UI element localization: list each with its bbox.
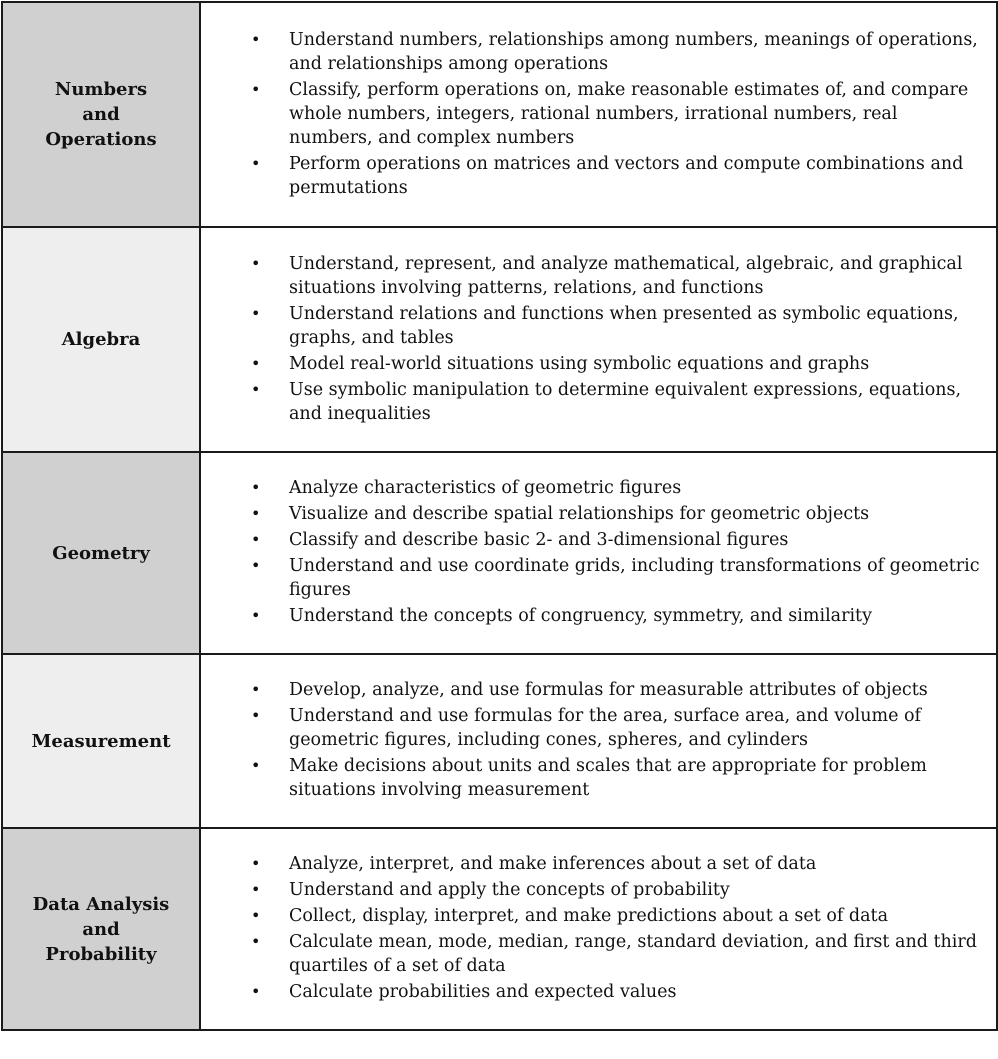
table-row bbox=[2, 654, 997, 828]
topic-label: Operations bbox=[45, 129, 157, 150]
list-item bbox=[251, 152, 982, 200]
bullet-icon: • bbox=[251, 303, 261, 323]
bullet-icon: • bbox=[251, 880, 261, 899]
topic-label: Geometry bbox=[52, 542, 150, 564]
skills-cell bbox=[200, 828, 997, 1030]
skills-cell bbox=[200, 452, 997, 654]
table-row bbox=[2, 227, 997, 452]
list-item bbox=[251, 904, 982, 928]
topic-cell bbox=[2, 452, 200, 654]
bullet-icon: • bbox=[251, 29, 261, 49]
bullet-icon: • bbox=[251, 706, 261, 725]
list-item bbox=[251, 28, 982, 76]
list-item bbox=[251, 754, 982, 802]
skills-list bbox=[201, 852, 996, 1004]
skills-cell bbox=[200, 654, 997, 828]
topic-cell bbox=[2, 828, 200, 1030]
bullet-icon: • bbox=[251, 606, 261, 625]
bullet-icon: • bbox=[251, 79, 261, 99]
topic-label: Measurement bbox=[31, 730, 171, 752]
skill-text: Calculate probabilities and expected values bbox=[289, 982, 677, 1002]
math-standards-table bbox=[1, 1, 998, 1031]
skill-text: Calculate mean, mode, median, range, standard deviation, and first and third quartiles of a set of data bbox=[289, 932, 977, 976]
list-item bbox=[251, 78, 982, 150]
skills-list bbox=[201, 476, 996, 628]
bullet-icon: • bbox=[251, 906, 261, 925]
bullet-icon: • bbox=[251, 353, 261, 373]
skill-text: Use symbolic manipulation to determine equivalent expressions, equations, and inequalities bbox=[289, 379, 962, 424]
skill-text: Analyze characteristics of geometric figures bbox=[289, 478, 682, 498]
skill-text: Visualize and describe spatial relationships for geometric objects bbox=[289, 504, 870, 524]
bullet-icon: • bbox=[251, 504, 261, 523]
skill-text: Perform operations on matrices and vectors and compute combinations and permutations bbox=[289, 153, 964, 198]
skill-text: Understand, represent, and analyze mathematical, algebraic, and graphical situations involving patterns, relations, and functions bbox=[289, 253, 963, 298]
list-item bbox=[251, 704, 982, 752]
list-item bbox=[251, 502, 982, 526]
list-item bbox=[251, 554, 982, 602]
skill-text: Classify and describe basic 2- and 3-dimensional figures bbox=[289, 530, 789, 550]
skill-text: Develop, analyze, and use formulas for measurable attributes of objects bbox=[289, 680, 928, 700]
skill-text: Model real-world situations using symbolic equations and graphs bbox=[289, 353, 870, 374]
skill-text: Understand and use formulas for the area, surface area, and volume of geometric figures, including cones, spheres, and cylinders bbox=[289, 706, 922, 750]
bullet-icon: • bbox=[251, 680, 261, 699]
list-item bbox=[251, 476, 982, 500]
list-item bbox=[251, 878, 982, 902]
bullet-icon: • bbox=[251, 756, 261, 775]
skill-text: Collect, display, interpret, and make predictions about a set of data bbox=[289, 906, 889, 926]
list-item bbox=[251, 604, 982, 628]
bullet-icon: • bbox=[251, 478, 261, 497]
list-item bbox=[251, 378, 982, 426]
topic-label: Probability bbox=[45, 943, 157, 965]
skill-text: Understand numbers, relationships among numbers, meanings of operations, and relationships among operations bbox=[289, 29, 978, 74]
skills-cell bbox=[200, 227, 997, 452]
topic-label: and bbox=[82, 918, 120, 940]
bullet-icon: • bbox=[251, 932, 261, 951]
list-item bbox=[251, 302, 982, 350]
topic-cell bbox=[2, 2, 200, 227]
topic-label: Data Analysis bbox=[32, 893, 170, 915]
skills-list bbox=[201, 28, 996, 200]
bullet-icon: • bbox=[251, 982, 261, 1001]
skill-text: Classify, perform operations on, make reasonable estimates of, and compare whole numbers, integers, rational numbers, irrational numbers, real numbers, and complex numbers bbox=[289, 79, 969, 148]
bullet-icon: • bbox=[251, 153, 261, 173]
bullet-icon: • bbox=[251, 556, 261, 575]
bullet-icon: • bbox=[251, 253, 261, 273]
topic-label: Algebra bbox=[61, 329, 141, 350]
list-item bbox=[251, 252, 982, 300]
skill-text: Analyze, interpret, and make inferences about a set of data bbox=[289, 854, 817, 874]
skills-list bbox=[201, 252, 996, 426]
bullet-icon: • bbox=[251, 854, 261, 873]
list-item bbox=[251, 352, 982, 376]
skill-text: Understand and use coordinate grids, including transformations of geometric figures bbox=[289, 556, 980, 600]
topic-cell bbox=[2, 227, 200, 452]
topic-label: and bbox=[82, 104, 120, 125]
skill-text: Understand and apply the concepts of probability bbox=[289, 880, 730, 900]
skill-text: Understand relations and functions when presented as symbolic equations, graphs, and tables bbox=[289, 303, 959, 348]
table-row bbox=[2, 828, 997, 1030]
topic-cell bbox=[2, 654, 200, 828]
bullet-icon: • bbox=[251, 379, 261, 399]
table-body bbox=[2, 2, 997, 1030]
list-item bbox=[251, 678, 982, 702]
skill-text: Make decisions about units and scales that are appropriate for problem situations involving measurement bbox=[289, 756, 927, 800]
table-row bbox=[2, 2, 997, 227]
topic-label: Numbers bbox=[54, 79, 148, 100]
list-item bbox=[251, 852, 982, 876]
list-item bbox=[251, 528, 982, 552]
skills-list bbox=[201, 678, 996, 802]
list-item bbox=[251, 930, 982, 978]
skill-text: Understand the concepts of congruency, symmetry, and similarity bbox=[289, 606, 872, 626]
table-row bbox=[2, 452, 997, 654]
bullet-icon: • bbox=[251, 530, 261, 549]
list-item bbox=[251, 980, 982, 1004]
skills-cell bbox=[200, 2, 997, 227]
